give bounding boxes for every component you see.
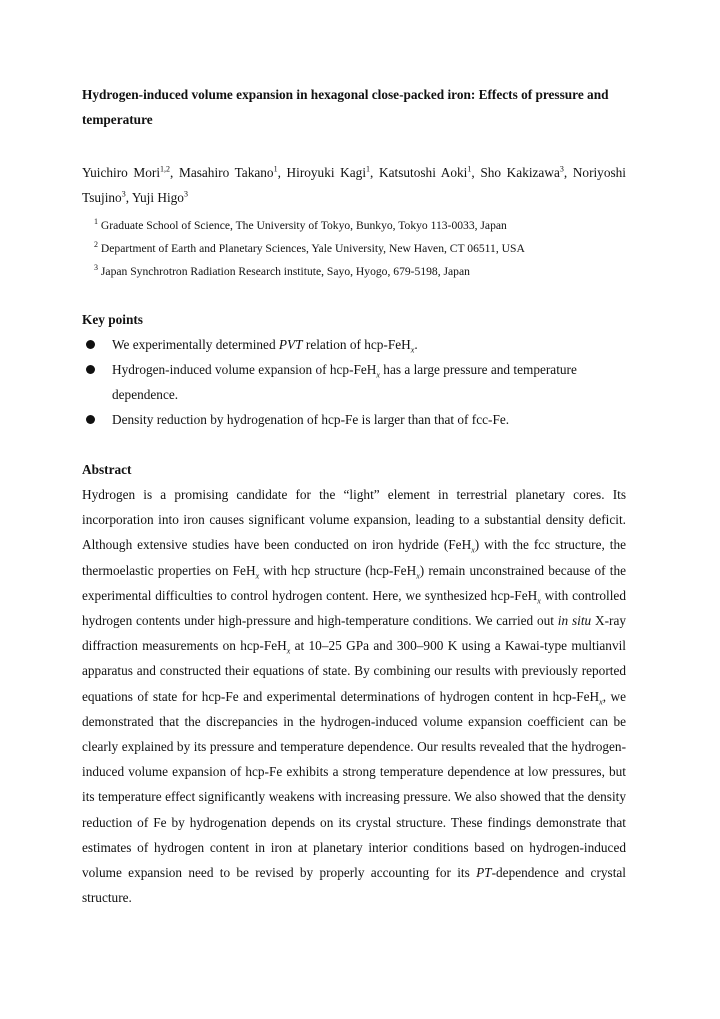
author-affiliation-marker: 1 bbox=[467, 164, 472, 174]
author: Sho Kakizawa$^3$, bbox=[480, 164, 573, 180]
affiliation: $^2$ Department of Earth and Planetary Sciences, Yale University, New Haven, CT 06511, USA bbox=[94, 240, 525, 255]
author-affiliation-marker: 1 bbox=[273, 164, 278, 174]
author-affiliation-marker: 3 bbox=[559, 164, 564, 174]
bullet-icon bbox=[86, 340, 95, 349]
affiliation-list bbox=[82, 214, 626, 283]
bullet-icon bbox=[86, 415, 95, 424]
author: Yuichiro Mori$^{1,2}$, bbox=[82, 164, 179, 180]
bullet-icon bbox=[86, 365, 95, 374]
author-list bbox=[82, 160, 626, 210]
paper-title: Hydrogen-induced volume expansion in hexagonal close-packed iron: Effects of pressure and temperature bbox=[82, 87, 609, 127]
author: Noriyoshi Tsujino$^3$, bbox=[82, 165, 627, 205]
author: Masahiro Takano$^1$, bbox=[179, 164, 287, 180]
affiliation-number: 1 bbox=[94, 217, 98, 227]
key-point: Density reduction by hydrogenation of hcp-Fe is larger than that of fcc-Fe. bbox=[82, 407, 626, 432]
author: Katsutoshi Aoki$^1$, bbox=[379, 164, 481, 180]
key-points-heading: Key points bbox=[82, 312, 143, 327]
key-point: Hydrogen-induced volume expansion of hcp-FeH$_x$ has a large pressure and temperature dependence. bbox=[82, 357, 626, 407]
author: Yuji Higo$^3$ bbox=[131, 189, 188, 205]
key-points-list bbox=[82, 332, 626, 432]
abstract-heading: Abstract bbox=[82, 462, 132, 477]
author: Hiroyuki Kagi$^1$, bbox=[286, 164, 379, 180]
author-affiliation-marker: 3 bbox=[183, 189, 188, 199]
author-affiliation-marker: 1 bbox=[366, 164, 371, 174]
affiliation-number: 2 bbox=[94, 240, 98, 250]
affiliation: $^3$ Japan Synchrotron Radiation Research institute, Sayo, Hyogo, 679-5198, Japan bbox=[94, 263, 470, 278]
author-affiliation-marker: 1,2 bbox=[160, 164, 171, 174]
author-affiliation-marker: 3 bbox=[121, 189, 126, 199]
affiliation: $^1$ Graduate School of Science, The University of Tokyo, Bunkyo, Tokyo 113-0033, Japan bbox=[94, 217, 507, 232]
key-point: We experimentally determined PVT relation of hcp-FeH$_x$. bbox=[82, 332, 626, 357]
affiliation-number: 3 bbox=[94, 263, 98, 273]
paper-page bbox=[82, 82, 626, 910]
abstract-text: Hydrogen is a promising candidate for the “light” element in terrestrial planetary cores. Its incorporation into iron causes significant volume expansion, leading to a substantial density deficit. Although extensive studies have been conducted on iron hydride (FeH$_x$) with the fcc structure, the thermoelastic properties on FeH$_x$ with hcp structure (hcp-FeH$_x$) remain unconstrained because of the experimental difficulties to control hydrogen content. Here, we synthesized hcp-FeH$_x$ with controlled hydrogen contents under high-pressure and high-temperature conditions. We carried out in situ X-ray diffraction measurements on hcp-FeH$_x$ at 10–25 GPa and 300–900 K using a Kawai-type multianvil apparatus and constructed their equations of state. By combining our results with previously reported equations of state for hcp-Fe and experimental determinations of hydrogen content in hcp-FeH$_x$, we demonstrated that the discrepancies in the hydrogen-induced volume expansion coefficient can be clearly explained by its pressure and temperature dependence. Our results revealed that the hydrogen-induced volume expansion of hcp-Fe exhibits a strong temperature dependence at low pressures, but its temperature effect significantly weakens with increasing pressure. We also showed that the density reduction of Fe by hydrogenation depends on its crystal structure. These findings demonstrate that estimates of hydrogen content in iron at planetary interior conditions based on hydrogen-induced volume expansion need to be revised by properly accounting for its PT-dependence and crystal structure. bbox=[82, 487, 627, 906]
